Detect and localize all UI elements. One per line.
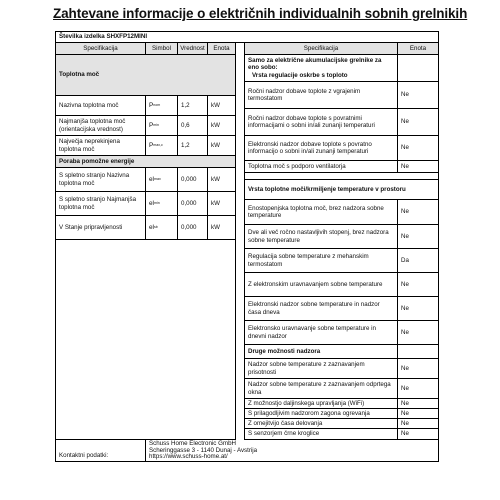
spec-label: Največja neprekinjena toplotna moč <box>56 136 146 156</box>
document-title: Zahtevane informacije o električnih individualnih sobnih grelnikih <box>53 6 468 21</box>
spec-label: Nadzor sobne temperature z zaznavanjem odprtega okna <box>245 379 398 399</box>
spec-label: Z omejitvijo časa delovanja <box>245 419 398 429</box>
value-cell: Ne <box>398 136 438 161</box>
intro-subtitle: Vrsta regulacije oskrbe s toploto <box>252 71 348 79</box>
value-cell: Ne <box>398 419 438 429</box>
unit-cell <box>398 55 438 82</box>
value-cell: Ne <box>398 161 438 173</box>
value-cell: 1,2 <box>178 96 208 116</box>
spec-label: S spletno stranjo Najmanjša toplotna moč <box>56 192 146 216</box>
header-value: Vrednost <box>178 43 208 55</box>
section-other-controls: Druge možnosti nadzora <box>245 345 398 359</box>
spec-label: Nazivna toplotna moč <box>56 96 146 116</box>
spec-label: Z možnostjo daljinskega upravljanja (WiFi) <box>245 399 398 409</box>
symbol-cell: el min <box>146 192 178 216</box>
info-table <box>55 31 439 462</box>
spec-label: Elektronsko uravnavanje sobne temperature in dnevni nadzor <box>245 321 398 345</box>
value-cell: Ne <box>398 399 438 409</box>
value-cell: Ne <box>398 429 438 440</box>
value-cell: 0,6 <box>178 116 208 136</box>
value-cell: 0,000 <box>178 216 208 240</box>
unit-cell: kW <box>208 96 236 116</box>
value-cell: 1,2 <box>178 136 208 156</box>
section-heat-output-type: Vrsta toplotne moči/krmiljenje temperature v prostoru <box>245 180 438 200</box>
unit-cell: kW <box>208 168 236 192</box>
spec-label: Elektronski nadzor sobne temperature in nadzor časa dneva <box>245 297 398 321</box>
unit-cell: kW <box>208 116 236 136</box>
spec-label: Nadzor sobne temperature z zaznavanjem prisotnosti <box>245 359 398 379</box>
spec-label: Najmanjša toplotna moč (orientacijska vrednost) <box>56 116 146 136</box>
value-cell: Ne <box>398 297 438 321</box>
spec-label: Toplotna moč s podporo ventilatorja <box>245 161 398 173</box>
unit-cell: kW <box>208 192 236 216</box>
unit-cell: kW <box>208 216 236 240</box>
spec-label: Enostopenjska toplotna moč, brez nadzora sobne temperature <box>245 200 398 225</box>
spec-label: V Stanje pripravljenosti <box>56 216 146 240</box>
spec-label: Dve ali več ročno nastavljivih stopenj, brez nadzora sobne temperature <box>245 225 398 249</box>
section-heat-output: Toplotna moč <box>56 55 236 96</box>
value-cell: Ne <box>398 359 438 379</box>
value-cell: Ne <box>398 82 438 109</box>
symbol-cell: el sb <box>146 216 178 240</box>
symbol-cell: P nom <box>146 96 178 116</box>
symbol-cell: P min <box>146 116 178 136</box>
spec-label: S senzorjem črne kroglice <box>245 429 398 440</box>
unit-cell: kW <box>208 136 236 156</box>
contact-website: https://www.schuss-home.at/ <box>149 453 228 461</box>
section-auxiliary-power: Poraba pomožne energije <box>56 156 236 168</box>
contact-company: Schuss Home Electronic GmbH <box>149 440 236 447</box>
spec-label: S spletno stranjo Nazivna toplotna moč <box>56 168 146 192</box>
value-cell: Ne <box>398 409 438 419</box>
value-cell: Ne <box>398 200 438 225</box>
header-symbol: Simbol <box>146 43 178 55</box>
contact-address: Scheringgasse 3 - 1140 Dunaj - Avstrija <box>149 446 258 454</box>
storage-heater-intro <box>245 55 398 82</box>
spec-label: Ročni nadzor dobave toplote s povratnimi informacijami o sobni in/ali zunanji temperaturi <box>245 109 398 136</box>
empty-area <box>56 240 236 440</box>
intro-title: Samo za električne akumulacijske grelnike za eno sobo: <box>248 57 382 72</box>
spec-label: S prilagodljivim nadzorom zagona ogrevanja <box>245 409 398 419</box>
header-specification: Specifikacija <box>56 43 146 55</box>
spacer-row <box>245 173 438 180</box>
contact-label: Kontaktni podatki: <box>56 440 146 461</box>
spec-label: Regulacija sobne temperature z mehanskim termostatom <box>245 249 398 273</box>
symbol-cell: P max,c <box>146 136 178 156</box>
model-number: Številka izdelka SHXFP12MINI <box>56 32 438 43</box>
spec-label: Z elektronskim uravnavanjem sobne temperature <box>245 273 398 297</box>
header-unit: Enota <box>208 43 236 55</box>
value-cell: Ne <box>398 379 438 399</box>
value-cell: Ne <box>398 225 438 249</box>
value-cell: Ne <box>398 321 438 345</box>
contact-details <box>146 440 438 461</box>
value-cell: 0,000 <box>178 192 208 216</box>
value-cell: 0,000 <box>178 168 208 192</box>
spec-label: Ročni nadzor dobave toplote z vgrajenim termostatom <box>245 82 398 109</box>
header-unit-right: Enota <box>398 43 438 55</box>
value-cell: Ne <box>398 109 438 136</box>
unit-cell <box>398 345 438 359</box>
value-cell: Ne <box>398 273 438 297</box>
header-specification-right: Specifikacija <box>245 43 398 55</box>
symbol-cell: el max <box>146 168 178 192</box>
value-cell: Da <box>398 249 438 273</box>
spec-label: Elektronski nadzor dobave toplote s povratno informacijo o sobni in/ali zunanji temperaturi <box>245 136 398 161</box>
